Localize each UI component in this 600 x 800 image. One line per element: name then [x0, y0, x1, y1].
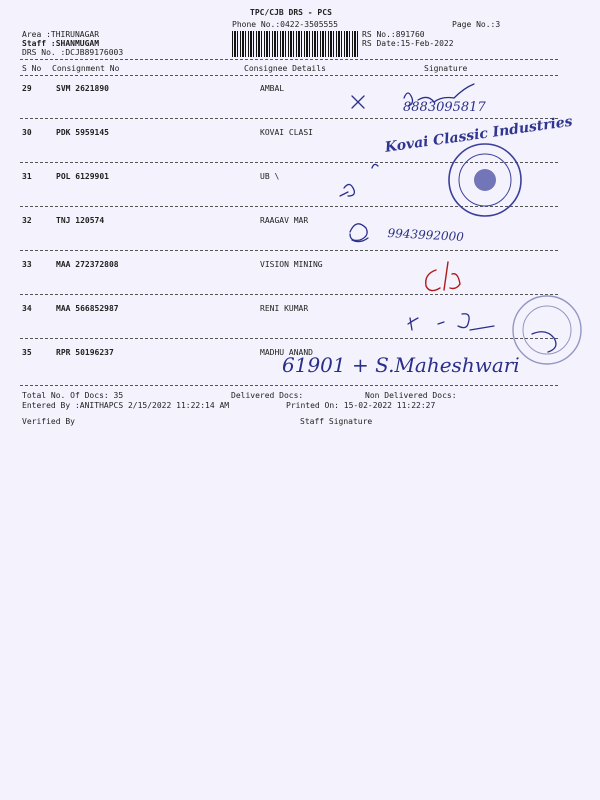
row-consignee: KOVAI CLASI [260, 128, 313, 137]
row-sno: 29 [22, 84, 32, 93]
handwritten-phone: 8883095817 [403, 100, 486, 115]
row-sno: 31 [22, 172, 32, 181]
row-consignment: TNJ 120574 [56, 216, 105, 225]
staff-label: Staff :SHANMUGAM [22, 39, 100, 48]
row-consignment: PDK 5959145 [56, 128, 109, 137]
row-consignee: RAAGAV MAR [260, 216, 309, 225]
row-consignment: RPR 50196237 [56, 348, 114, 357]
phone-number: Phone No.:0422-3505555 [232, 20, 338, 29]
signature-scribble [350, 224, 368, 242]
signature-scribble [532, 332, 556, 352]
signature-scribble [372, 164, 378, 168]
seal-stamp [513, 296, 581, 364]
staff-signature: Staff Signature [300, 417, 373, 426]
delivered-docs: Delivered Docs: [231, 391, 304, 400]
col-consignee: Consignee Details [244, 64, 326, 73]
col-consignment: Consignment No [52, 64, 120, 73]
row-consignment: SVM 2621890 [56, 84, 109, 93]
area-label: Area :THIRUNAGAR [22, 30, 100, 39]
total-docs: Total No. Of Docs: 35 [22, 391, 124, 400]
row-consignment: MAA 566852987 [56, 304, 119, 313]
non-delivered-docs: Non Delivered Docs: [365, 391, 457, 400]
drs-number: DRS No. :DCJB89176003 [22, 48, 124, 57]
row-consignee: AMBAL [260, 84, 285, 93]
row-consignee: RENI KUMAR [260, 304, 309, 313]
row-sno: 33 [22, 260, 32, 269]
row-sno: 34 [22, 304, 32, 313]
row-consignee: VISION MINING [260, 260, 323, 269]
row-consignee: UB \ [260, 172, 280, 181]
printed-on: Printed On: 15-02-2022 11:22:27 [286, 401, 436, 410]
row-sno: 32 [22, 216, 32, 225]
signature-red-ink [426, 262, 460, 291]
verified-by: Verified By [22, 417, 75, 426]
row-sno: 30 [22, 128, 32, 137]
row-consignee: MADHU ANAND [260, 348, 313, 357]
cross-mark [352, 96, 364, 108]
row-consignment: MAA 272372808 [56, 260, 119, 269]
signature-scribble [408, 314, 494, 330]
company-stamp: Kovai Classic Industries [384, 113, 574, 156]
col-sno: S No [22, 64, 42, 73]
signature-scribble [340, 184, 354, 196]
page-number: Page No.:3 [452, 20, 501, 29]
entered-by: Entered By :ANITHAPCS 2/15/2022 11:22:14 AM [22, 401, 230, 410]
handwritten-note: 61901 + S.Maheshwari [282, 353, 520, 377]
report-title: TPC/CJB DRS - PCS [250, 8, 332, 17]
handwritten-phone: 9943992000 [387, 226, 465, 244]
rs-date: RS Date:15-Feb-2022 [362, 39, 454, 48]
row-sno: 35 [22, 348, 32, 357]
barcode [232, 31, 358, 57]
row-consignment: POL 6129901 [56, 172, 109, 181]
col-signature: Signature [424, 64, 468, 73]
rs-number: RS No.:891760 [362, 30, 425, 39]
